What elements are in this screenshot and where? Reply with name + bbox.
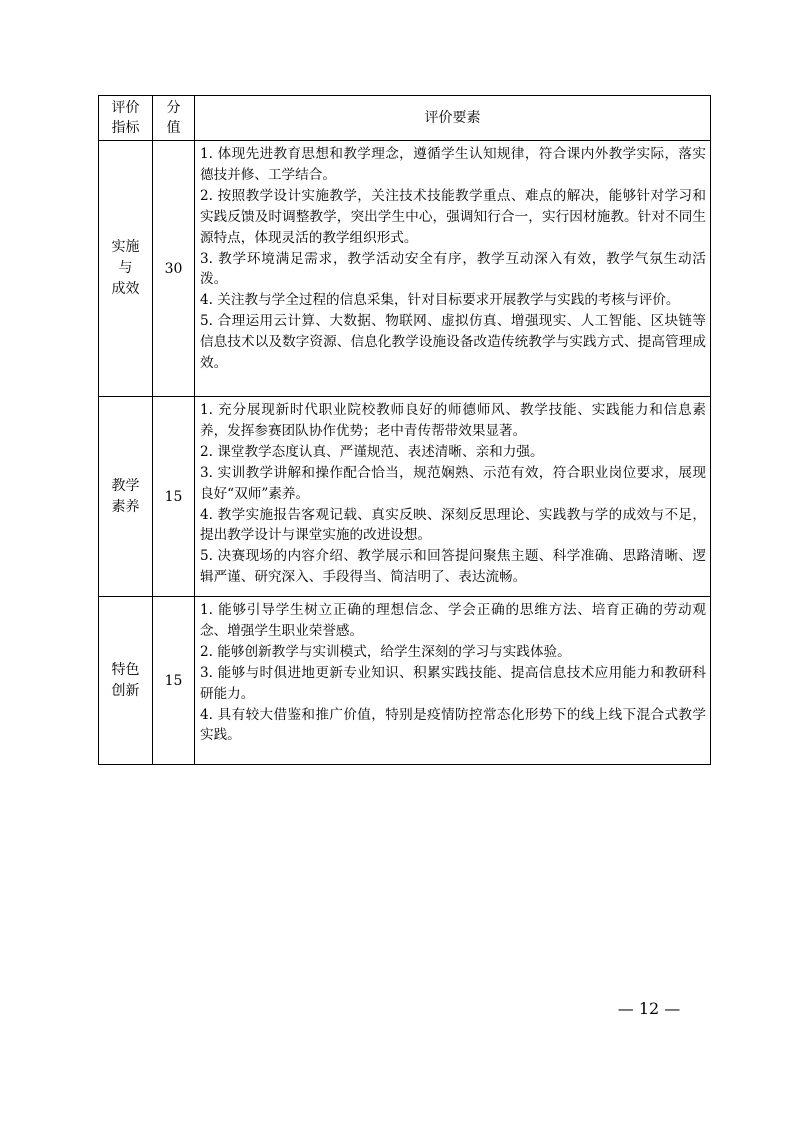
header-elements: 评价要素 — [195, 96, 711, 141]
row-category-line: 与 — [118, 260, 133, 276]
header-score-line: 值 — [166, 120, 181, 136]
row-category — [99, 397, 153, 597]
row-category-line: 素养 — [111, 498, 140, 515]
row-score: 30 — [153, 141, 195, 397]
evaluation-table — [98, 95, 711, 765]
criterion-item: 3. 能够与时俱进地更新专业知识、积累实践技能、提高信息技术应用能力和教研科研能力。 — [200, 664, 706, 702]
criterion-item: 3. 实训教学讲解和操作配合恰当，规范娴熟、示范有效，符合职业岗位要求，展现良好“双师”素养。 — [200, 464, 706, 502]
criterion-item: 2. 课堂教学态度认真、严谨规范、表述清晰、亲和力强。 — [200, 443, 544, 460]
criterion-item: 5. 决赛现场的内容介绍、教学展示和回答提问聚焦主题、科学准确、思路清晰、逻辑严谨、研究深入、手段得当、简洁明了、表达流畅。 — [200, 548, 706, 586]
table-row — [99, 597, 711, 765]
page-number: — 12 — — [617, 999, 681, 1018]
row-elements — [195, 141, 711, 397]
header-indicator — [99, 96, 153, 141]
row-elements — [195, 397, 711, 597]
criterion-item: 5. 合理运用云计算、大数据、物联网、虚拟仿真、增强现实、人工智能、区块链等信息技术以及数字资源、信息化教学设施设备改造传统教学与实践方式、提高管理成效。 — [200, 313, 706, 372]
criterion-item: 3. 教学环境满足需求，教学活动安全有序，教学互动深入有效，教学气氛生动活泼。 — [200, 250, 706, 288]
header-indicator-line: 评价 — [111, 100, 140, 116]
row-category — [99, 597, 153, 765]
criterion-item: 2. 能够创新教学与实训模式，给学生深刻的学习与实践体验。 — [200, 643, 571, 660]
row-category — [99, 141, 153, 397]
criterion-item: 4. 具有较大借鉴和推广价值，特别是疫情防控常态化形势下的线上线下混合式教学实践。 — [200, 706, 706, 744]
criterion-item: 1. 体现先进教育思想和教学理念，遵循学生认知规律，符合课内外教学实际，落实德技并修、工学结合。 — [200, 146, 706, 183]
row-category-line: 创新 — [111, 682, 140, 699]
table-row — [99, 397, 711, 597]
row-category-line: 实施 — [111, 239, 140, 255]
row-elements — [195, 597, 711, 765]
table-header-row — [99, 96, 711, 141]
header-score — [153, 96, 195, 141]
row-category-line: 教学 — [111, 477, 140, 494]
criterion-item: 1. 能够引导学生树立正确的理想信念、学会正确的思维方法、培育正确的劳动观念、增强学生职业荣誉感。 — [200, 602, 706, 639]
row-score: 15 — [153, 397, 195, 597]
criterion-item: 4. 关注教与学全过程的信息采集，针对目标要求开展教学与实践的考核与评价。 — [200, 292, 680, 309]
row-score: 15 — [153, 597, 195, 765]
criterion-item: 4. 教学实施报告客观记载、真实反映、深刻反思理论、实践教与学的成效与不足，提出教学设计与课堂实施的改进设想。 — [200, 506, 706, 544]
header-score-line: 分 — [166, 100, 181, 116]
table-row — [99, 141, 711, 397]
row-category-line: 成效 — [111, 281, 140, 297]
row-category-line: 特色 — [111, 661, 140, 678]
criterion-item: 1. 充分展现新时代职业院校教师良好的师德师风、教学技能、实践能力和信息素养，发挥参赛团队协作优势；老中青传帮带效果显著。 — [200, 402, 706, 439]
criterion-item: 2. 按照教学设计实施教学，关注技术技能教学重点、难点的解决，能够针对学习和实践反馈及时调整教学，突出学生中心，强调知行合一，实行因材施教。针对不同生源特点，体现灵活的教学组织形式。 — [200, 187, 706, 246]
header-indicator-line: 指标 — [111, 120, 140, 136]
